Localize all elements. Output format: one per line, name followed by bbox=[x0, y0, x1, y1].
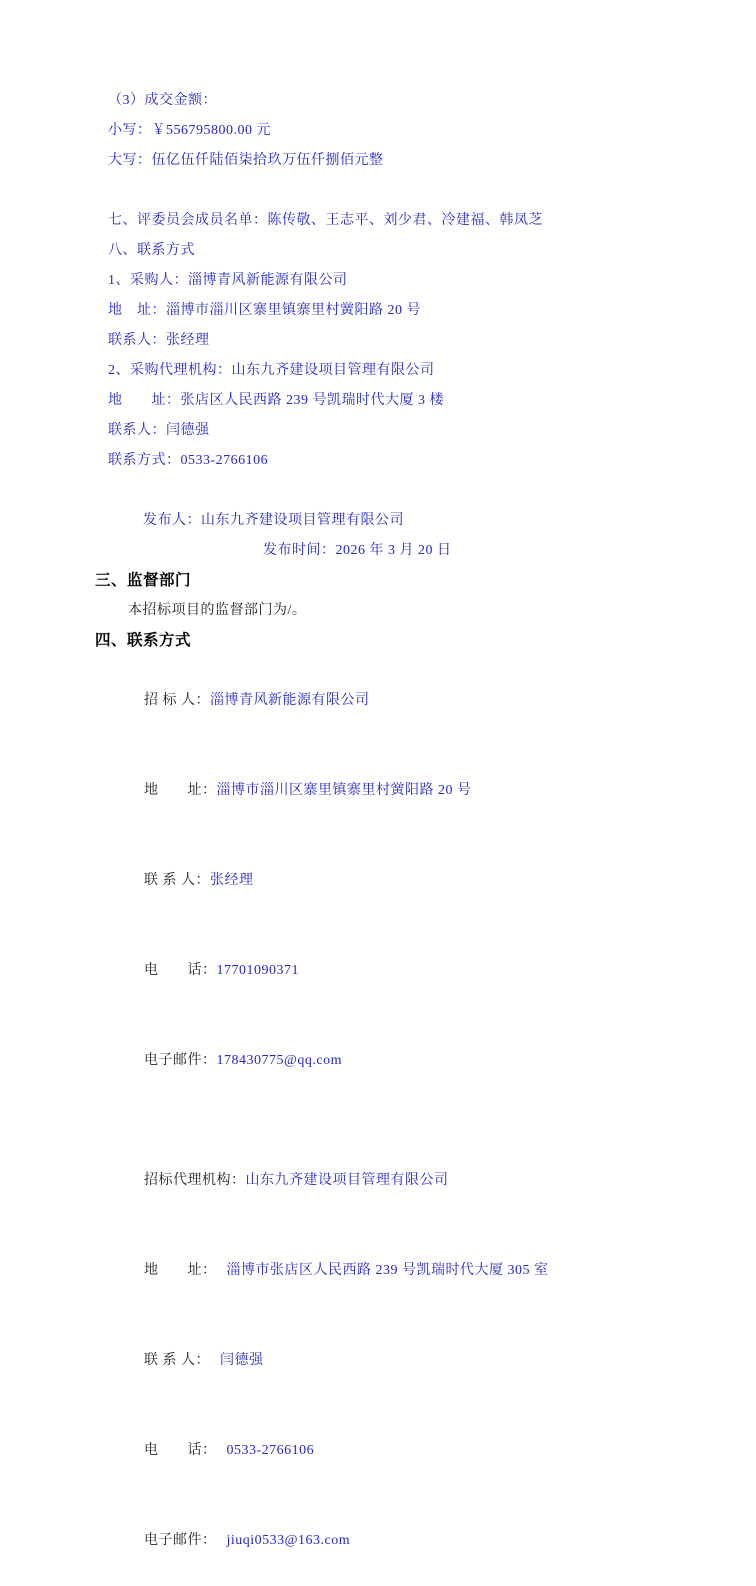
tenderer-contact-label: 联 系 人： bbox=[144, 873, 210, 888]
agency-contact-value: 闫德强 bbox=[220, 1353, 264, 1368]
agency-email-value: jiuqi0533@163.com bbox=[226, 1533, 351, 1548]
agency-address-value: 淄博市张店区人民西路 239 号凯瑞时代大厦 305 室 bbox=[226, 1263, 549, 1278]
tenderer-phone-label: 电 话： bbox=[144, 963, 217, 978]
tenderer-line bbox=[128, 656, 716, 746]
spacer bbox=[95, 1106, 716, 1136]
tenderer-label: 招 标 人： bbox=[144, 693, 210, 708]
agency-address-label: 地 址： bbox=[144, 1263, 217, 1278]
agency-line bbox=[128, 1136, 716, 1226]
deal-amount-heading: （3）成交金额： bbox=[108, 93, 217, 108]
tenderer-email-line bbox=[128, 1016, 716, 1106]
purchaser-line: 1、采购人：淄博青风新能源有限公司 bbox=[108, 273, 348, 288]
tenderer-contact-line bbox=[128, 836, 716, 926]
tenderer-phone-line bbox=[128, 926, 716, 1016]
tenderer-contact-value: 张经理 bbox=[210, 873, 254, 888]
agency-email-label: 电子邮件： bbox=[144, 1533, 217, 1548]
tenderer-address-label: 地 址： bbox=[144, 783, 217, 798]
purchaser-address-line: 地 址：淄博市淄川区寨里镇寨里村黉阳路 20 号 bbox=[108, 303, 421, 318]
deal-amount-words: 大写：伍亿伍仟陆佰柒拾玖万伍仟捌佰元整 bbox=[108, 153, 384, 168]
contact-heading: 四、联系方式 bbox=[95, 632, 192, 649]
publish-date-line: 发布时间：2026 年 3 月 20 日 bbox=[263, 543, 452, 558]
procurement-agency-contact-line: 联系人：闫德强 bbox=[108, 423, 210, 438]
spacer bbox=[95, 476, 716, 506]
publisher-line: 发布人：山东九齐建设项目管理有限公司 bbox=[143, 513, 404, 528]
agency-phone-line bbox=[128, 1406, 716, 1496]
procurement-agency-line: 2、采购代理机构：山东九齐建设项目管理有限公司 bbox=[108, 363, 435, 378]
agency-address-line bbox=[128, 1226, 716, 1316]
supervision-heading: 三、监督部门 bbox=[95, 572, 192, 589]
tenderer-address-line bbox=[128, 746, 716, 836]
agency-email-line bbox=[128, 1496, 716, 1586]
tenderer-value: 淄博青风新能源有限公司 bbox=[210, 693, 370, 708]
agency-phone-label: 电 话： bbox=[144, 1443, 217, 1458]
agency-phone-value: 0533-2766106 bbox=[226, 1443, 315, 1458]
procurement-agency-phone-line: 联系方式：0533-2766106 bbox=[108, 453, 269, 468]
contact-section-heading-blue: 八、联系方式 bbox=[108, 243, 195, 258]
deal-amount-numeric: 小写：￥556795800.00 元 bbox=[108, 123, 271, 138]
tenderer-email-value: 178430775@qq.com bbox=[216, 1053, 342, 1068]
agency-label: 招标代理机构： bbox=[144, 1173, 246, 1188]
agency-contact-line bbox=[128, 1316, 716, 1406]
agency-contact-label: 联 系 人： bbox=[144, 1353, 210, 1368]
procurement-agency-address-line: 地 址：张店区人民西路 239 号凯瑞时代大厦 3 楼 bbox=[108, 393, 444, 408]
tenderer-address-value: 淄博市淄川区寨里镇寨里村黉阳路 20 号 bbox=[216, 783, 472, 798]
spacer bbox=[95, 176, 716, 206]
purchaser-contact-line: 联系人：张经理 bbox=[108, 333, 210, 348]
supervision-body: 本招标项目的监督部门为/。 bbox=[128, 603, 307, 618]
tenderer-email-label: 电子邮件： bbox=[144, 1053, 217, 1068]
agency-value: 山东九齐建设项目管理有限公司 bbox=[245, 1173, 449, 1188]
tenderer-phone-value: 17701090371 bbox=[216, 963, 299, 978]
committee-members-line: 七、评委员会成员名单：陈传敬、王志平、刘少君、冷建福、韩凤芝 bbox=[108, 213, 543, 228]
